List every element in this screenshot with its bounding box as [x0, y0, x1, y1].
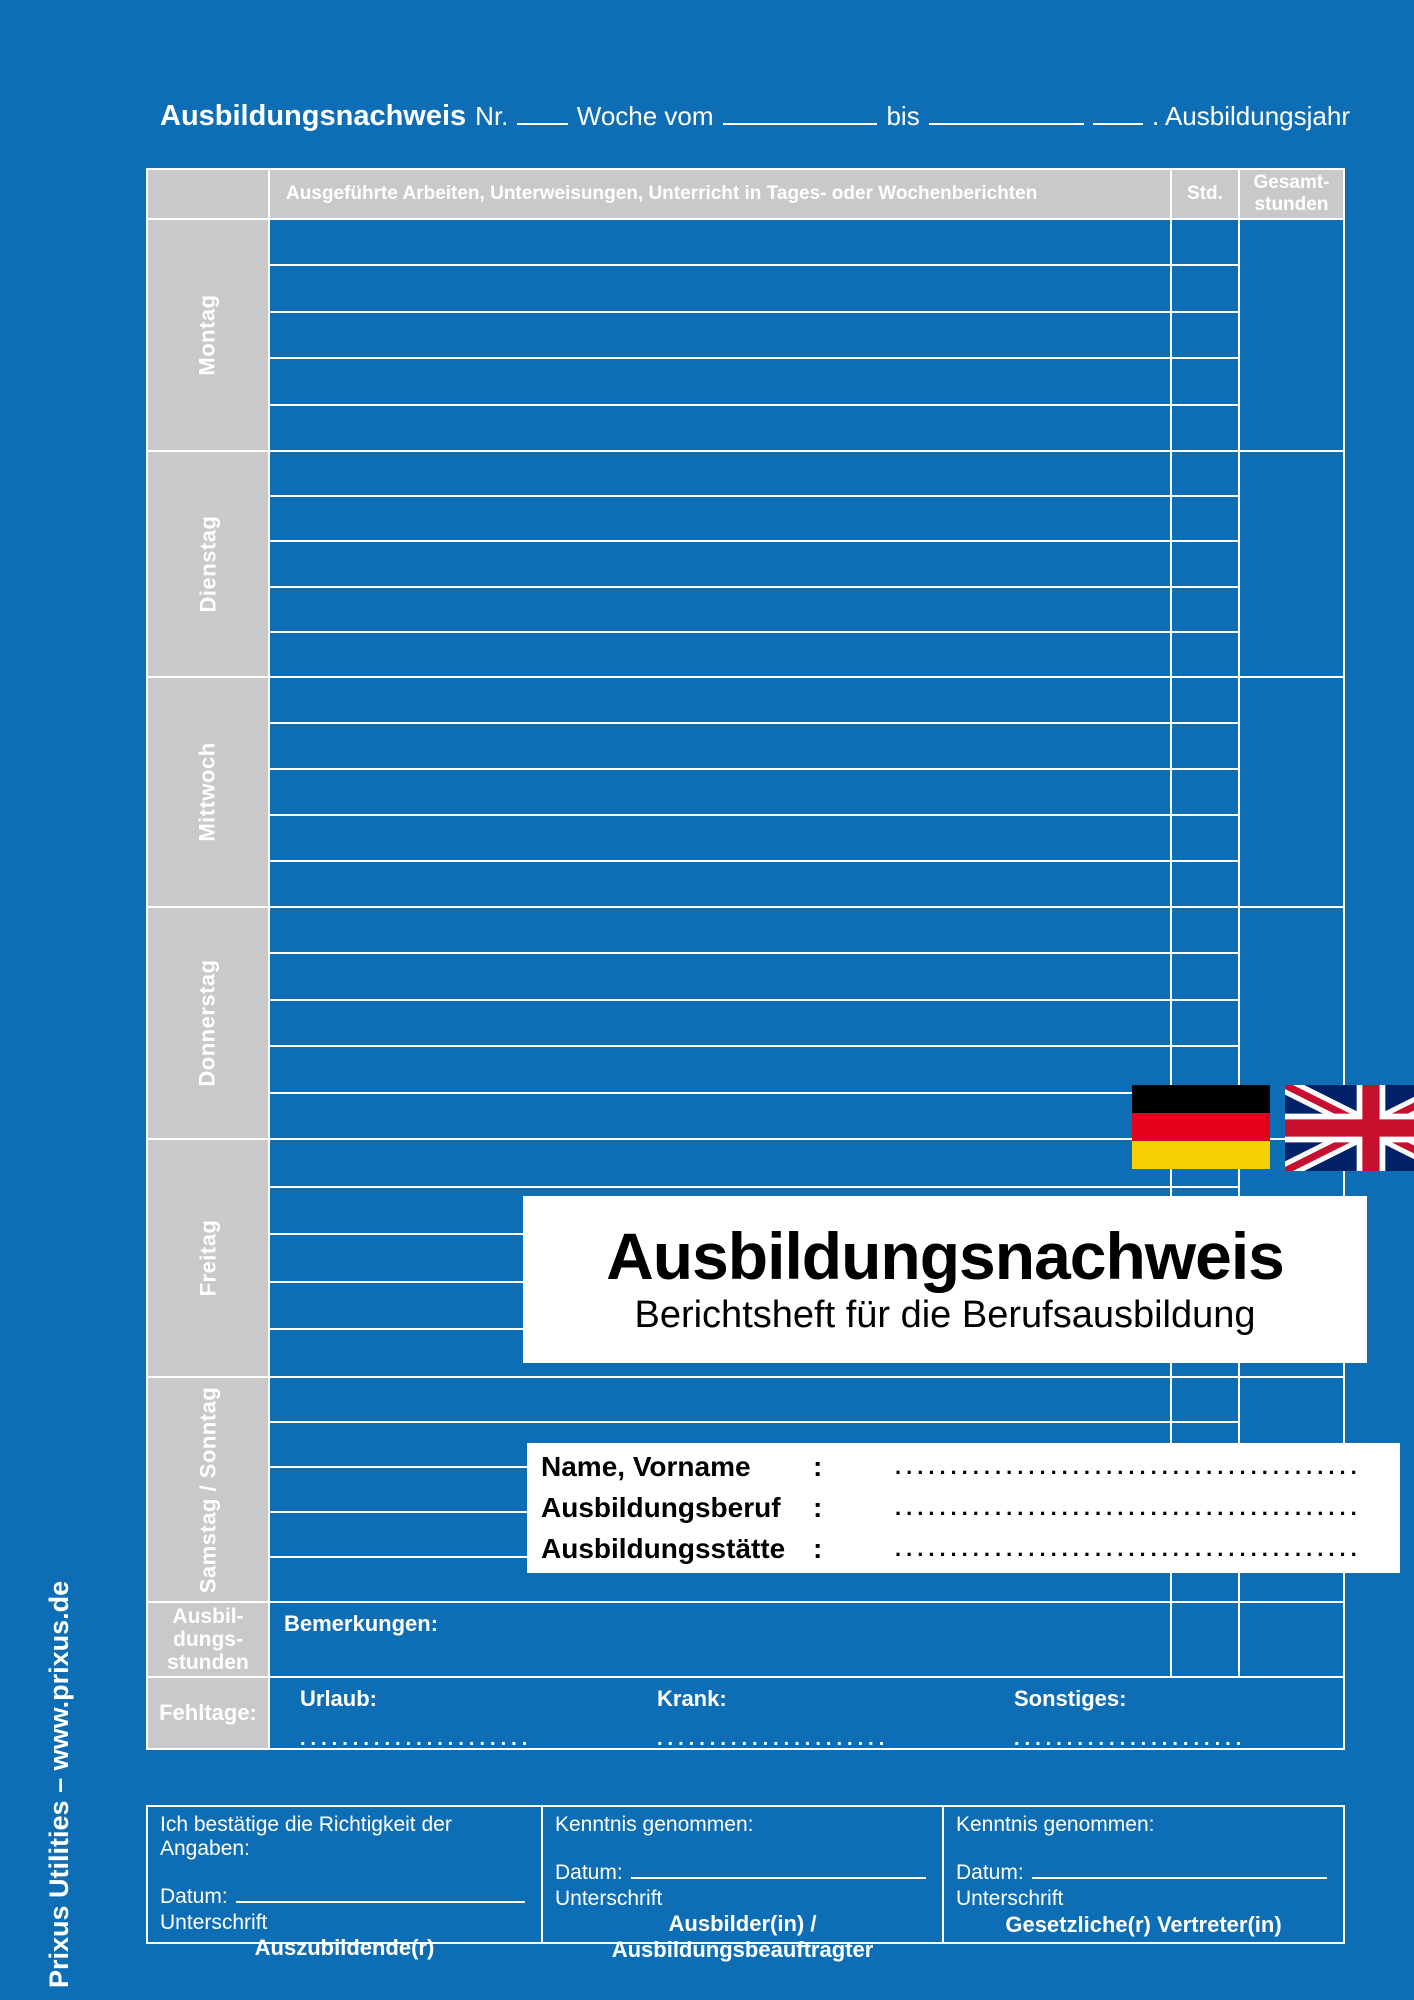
form-header [160, 100, 1350, 133]
day-std-mittwoch [1172, 678, 1240, 906]
signature-col-auszubildender [148, 1807, 543, 1960]
ausbildungsjahr-label: . Ausbildungsjahr [1151, 101, 1350, 131]
std-line[interactable] [1172, 588, 1238, 633]
colon: : [813, 1491, 823, 1523]
day-block-montag [148, 218, 1343, 450]
ausbildungsberuf-row [541, 1487, 1400, 1528]
std-line[interactable] [1172, 908, 1238, 954]
entry-line[interactable] [270, 908, 1170, 954]
std-line[interactable] [1172, 542, 1238, 587]
colon: : [813, 1450, 823, 1482]
entry-line[interactable] [270, 1140, 1170, 1188]
name-vorname-dotted-field[interactable]: .......................................... [895, 1453, 1362, 1479]
std-line[interactable] [1172, 220, 1238, 266]
day-label-cell-mittwoch [148, 678, 270, 906]
day-block-dienstag [148, 450, 1343, 676]
entry-line[interactable] [270, 816, 1170, 862]
day-label-cell-montag [148, 220, 270, 450]
datum-fill-line[interactable] [236, 1885, 525, 1903]
std-column-header: Std. [1187, 183, 1223, 204]
day-label-donnerstag: Donnerstag [195, 959, 220, 1087]
fehltage-row [148, 1676, 1343, 1748]
day-label-cell-dienstag [148, 452, 270, 676]
datum-fill-line[interactable] [631, 1861, 926, 1879]
datum-label: Datum: [555, 1861, 623, 1884]
ausbildungsstunden-row [148, 1601, 1343, 1676]
day-label-samstag-sonntag: Samstag / Sonntag [195, 1386, 221, 1593]
kenntnis-text: Kenntnis genommen: [956, 1813, 1155, 1836]
ausbildungsstaette-label: Ausbildungsstätte [541, 1532, 786, 1564]
ausbildungsstunden-gesamt-cell[interactable] [1240, 1603, 1343, 1676]
uk-flag-icon [1285, 1085, 1414, 1171]
fehltage-content [270, 1678, 1343, 1748]
woche-bis-fill-line[interactable] [929, 101, 1084, 125]
role-auszubildender: Auszubildende(r) [254, 1935, 435, 1960]
entry-line[interactable] [270, 1047, 1170, 1093]
entry-line[interactable] [270, 633, 1170, 676]
day-gesamt-montag[interactable] [1240, 220, 1343, 450]
german-flag-icon [1132, 1085, 1270, 1169]
unterschrift-label: Unterschrift [555, 1887, 663, 1910]
name-vorname-row [541, 1446, 1400, 1487]
entry-line[interactable] [270, 313, 1170, 359]
std-line[interactable] [1172, 724, 1238, 770]
bemerkungen-label: Bemerkungen: [284, 1611, 439, 1636]
day-entries-dienstag [270, 452, 1172, 676]
nr-fill-line[interactable] [517, 101, 567, 125]
entry-line[interactable] [270, 406, 1170, 450]
signature-section [146, 1805, 1345, 1962]
std-line[interactable] [1172, 497, 1238, 542]
std-line[interactable] [1172, 862, 1238, 906]
std-line[interactable] [1172, 359, 1238, 405]
fehltage-label: Fehltage: [159, 1700, 257, 1725]
confirmation-text: Ich bestätige die Richtigkeit der Angaben: [160, 1813, 452, 1860]
std-line[interactable] [1172, 266, 1238, 312]
table-header-work-cell [270, 170, 1172, 218]
std-line[interactable] [1172, 313, 1238, 359]
entry-line[interactable] [270, 1094, 1170, 1138]
day-std-dienstag [1172, 452, 1240, 676]
urlaub-label: Urlaub: [300, 1686, 377, 1711]
day-std-montag [1172, 220, 1240, 450]
krank-label: Krank: [657, 1686, 727, 1711]
entry-line[interactable] [270, 1001, 1170, 1047]
gesamt-header-line2: stunden [1254, 194, 1329, 215]
name-box [527, 1443, 1400, 1573]
entry-line[interactable] [270, 588, 1170, 633]
day-label-freitag: Freitag [194, 1219, 220, 1297]
ausbildungsstunden-line3: stunden [167, 1651, 249, 1675]
entry-line[interactable] [270, 678, 1170, 724]
sonstiges-dotted-line[interactable]: ...................... [1014, 1732, 1247, 1746]
ausbildungsjahr-fill-line[interactable] [1093, 101, 1143, 125]
role-ausbilder: Ausbilder(in) / Ausbildungsbeauftragter [611, 1911, 874, 1962]
std-line[interactable] [1172, 678, 1238, 724]
day-entries-donnerstag [270, 908, 1172, 1138]
day-entries-mittwoch [270, 678, 1172, 906]
bemerkungen-cell[interactable] [270, 1603, 1172, 1676]
table-header-std-cell [1172, 170, 1240, 218]
name-vorname-label: Name, Vorname [541, 1450, 751, 1482]
ausbildungsberuf-dotted-field[interactable]: .......................................... [895, 1494, 1362, 1520]
entry-line[interactable] [270, 359, 1170, 405]
entry-line[interactable] [270, 954, 1170, 1000]
day-label-mittwoch: Mittwoch [194, 742, 220, 842]
colon: : [813, 1532, 823, 1564]
woche-vom-label: Woche vom [576, 101, 714, 131]
entry-line[interactable] [270, 220, 1170, 266]
cover-title: Ausbildungsnachweis [606, 1219, 1284, 1294]
unterschrift-label: Unterschrift [160, 1911, 268, 1934]
day-gesamt-mittwoch[interactable] [1240, 678, 1343, 906]
entry-line[interactable] [270, 542, 1170, 587]
std-line[interactable] [1172, 770, 1238, 816]
fehltage-label-cell [148, 1678, 270, 1748]
std-line[interactable] [1172, 954, 1238, 1000]
role-vertreter: Gesetzliche(r) Vertreter(in) [1005, 1912, 1282, 1937]
table-header-corner-cell [148, 170, 270, 218]
ausbildungsstunden-line1: Ausbil- [172, 1604, 244, 1628]
fehltage-krank-col [627, 1678, 984, 1748]
fehltage-sonstiges-col [984, 1678, 1341, 1748]
day-gesamt-dienstag[interactable] [1240, 452, 1343, 676]
cover-title-box [523, 1196, 1367, 1363]
day-label-montag: Montag [194, 294, 220, 376]
cover-subtitle: Berichtsheft für die Berufsausbildung [634, 1293, 1256, 1336]
publisher-vertical-text: Prixus Utilities – www.prixus.de [44, 1580, 74, 1988]
entry-line[interactable] [270, 1378, 1170, 1423]
ausbildungsberuf-label: Ausbildungsberuf [541, 1491, 781, 1523]
std-line[interactable] [1172, 633, 1238, 676]
urlaub-dotted-line[interactable]: ...................... [300, 1732, 533, 1746]
work-column-header: Ausgeführte Arbeiten, Unterweisungen, Unterricht in Tages- oder Wochenberichten [286, 183, 1038, 204]
gesamt-header-line1: Gesamt- [1253, 172, 1330, 194]
datum-fill-line[interactable] [1032, 1861, 1327, 1879]
datum-label: Datum: [160, 1885, 228, 1908]
ausbildungsstaette-dotted-field[interactable]: .......................................... [895, 1535, 1362, 1561]
table-header-row [148, 170, 1343, 218]
unterschrift-label: Unterschrift [956, 1887, 1064, 1910]
entry-line[interactable] [270, 266, 1170, 312]
ausbildungsstaette-row [541, 1528, 1400, 1569]
std-line[interactable] [1172, 406, 1238, 450]
std-line[interactable] [1172, 1378, 1238, 1423]
entry-line[interactable] [270, 497, 1170, 542]
day-label-dienstag: Dienstag [194, 515, 220, 613]
entry-line[interactable] [270, 862, 1170, 906]
entry-line[interactable] [270, 770, 1170, 816]
kenntnis-text: Kenntnis genommen: [555, 1813, 754, 1836]
ausbildungsstunden-std-cell[interactable] [1172, 1603, 1240, 1676]
sonstiges-label: Sonstiges: [1014, 1686, 1127, 1711]
day-label-cell-samstag-sonntag [148, 1378, 270, 1601]
entry-line[interactable] [270, 452, 1170, 497]
std-line[interactable] [1172, 452, 1238, 497]
std-line[interactable] [1172, 816, 1238, 862]
datum-label: Datum: [956, 1861, 1024, 1884]
signature-col-ausbilder [543, 1807, 944, 1962]
day-block-mittwoch [148, 676, 1343, 906]
day-label-cell-donnerstag [148, 908, 270, 1138]
day-entries-montag [270, 220, 1172, 450]
table-header-gesamt-cell [1240, 170, 1343, 218]
day-label-cell-freitag [148, 1140, 270, 1376]
woche-von-fill-line[interactable] [723, 101, 878, 125]
krank-dotted-line[interactable]: ...................... [657, 1732, 890, 1746]
form-title: Ausbildungsnachweis [160, 100, 467, 132]
fehltage-urlaub-col [270, 1678, 627, 1748]
entry-line[interactable] [270, 724, 1170, 770]
nr-label: Nr. [475, 101, 509, 131]
signature-col-vertreter [944, 1807, 1343, 1942]
std-line[interactable] [1172, 1001, 1238, 1047]
ausbildungsstunden-line2: dungs- [173, 1627, 243, 1651]
bis-label: bis [886, 101, 920, 131]
ausbildungsstunden-label-cell [148, 1603, 270, 1676]
